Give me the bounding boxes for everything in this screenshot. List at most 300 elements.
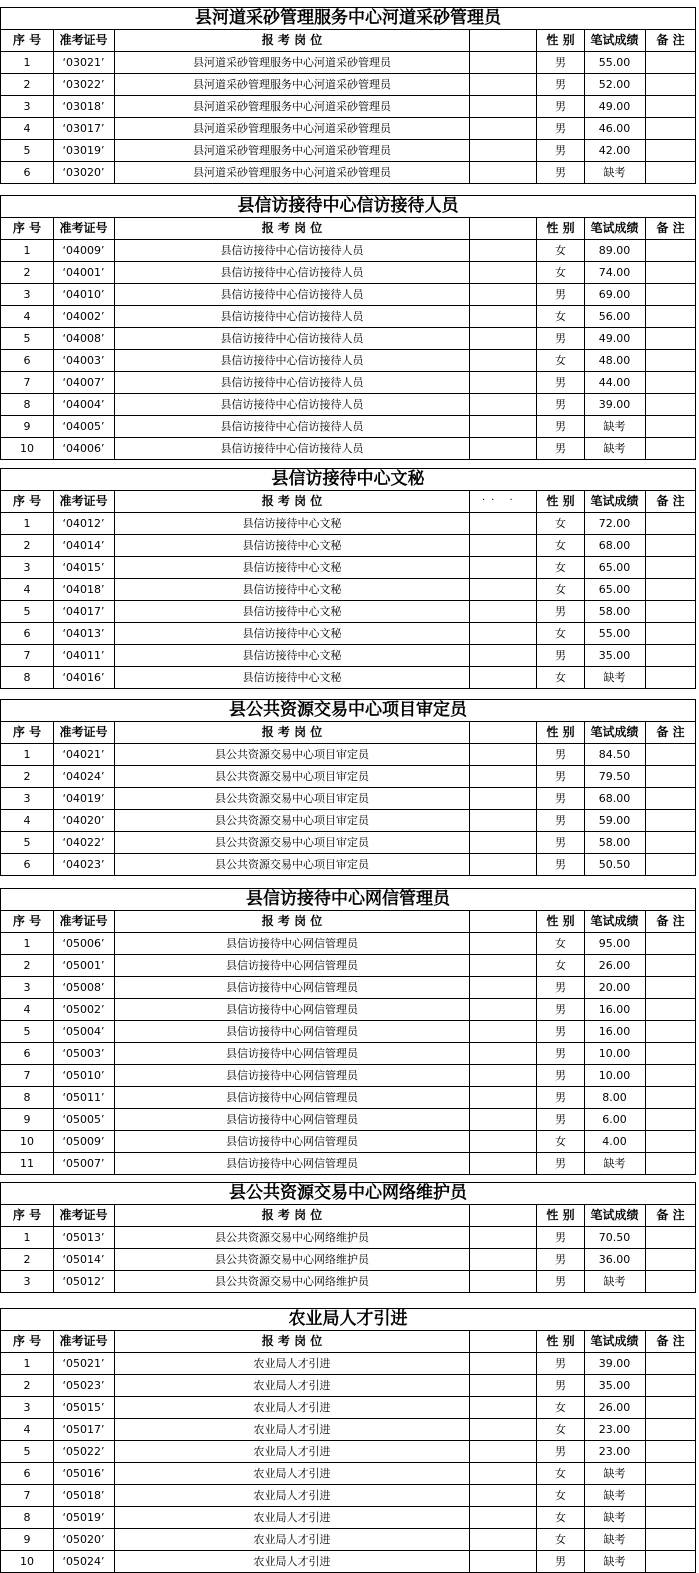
- cell-note: [646, 535, 696, 556]
- table-header-row: [0, 217, 696, 239]
- header-post: 报 考 岗 位: [115, 491, 470, 512]
- header-score: 笔试成绩: [584, 1205, 646, 1226]
- cell-score: 68.00: [584, 788, 646, 809]
- header-note: 备 注: [646, 218, 696, 239]
- cell-ticket: ‘05006’: [53, 933, 115, 954]
- cell-ticket: ‘05012’: [53, 1271, 115, 1292]
- cell-ticket: ‘04005’: [53, 416, 115, 437]
- cell-gender: 女: [536, 513, 585, 534]
- stray-dots: .. .: [482, 492, 519, 503]
- cell-seq: 1: [0, 240, 54, 261]
- cell-seq: 1: [0, 744, 54, 765]
- table-row: [0, 283, 696, 305]
- cell-post: 县河道采砂管理服务中心河道采砂管理员: [115, 162, 470, 183]
- cell-seq: 7: [0, 645, 54, 666]
- cell-seq: 2: [0, 955, 54, 976]
- cell-gender: 男: [536, 645, 585, 666]
- cell-gender: 男: [536, 74, 585, 95]
- table-row: [0, 1550, 696, 1573]
- cell-score: 35.00: [584, 645, 646, 666]
- table-row: [0, 644, 696, 666]
- cell-score: 58.00: [584, 601, 646, 622]
- cell-note: [646, 667, 696, 688]
- cell-ticket: ‘04004’: [53, 394, 115, 415]
- cell-score: 缺考: [584, 1485, 646, 1506]
- cell-note: [646, 438, 696, 459]
- cell-gender: 女: [536, 535, 585, 556]
- cell-gender: 男: [536, 52, 585, 73]
- table-row: [0, 327, 696, 349]
- table-row: [0, 831, 696, 853]
- cell-seq: 7: [0, 1065, 54, 1086]
- cell-note: [646, 262, 696, 283]
- cell-gender: 女: [536, 306, 585, 327]
- cell-post: 县公共资源交易中心项目审定员: [115, 810, 470, 831]
- section-title-text: 县信访接待中心文秘: [271, 469, 425, 489]
- cell-score: 16.00: [584, 999, 646, 1020]
- cell-score: 46.00: [584, 118, 646, 139]
- cell-seq: 5: [0, 601, 54, 622]
- cell-score: 58.00: [584, 832, 646, 853]
- cell-seq: 3: [0, 96, 54, 117]
- cell-seq: 3: [0, 1271, 54, 1292]
- cell-seq: 6: [0, 350, 54, 371]
- cell-ticket: ‘05019’: [53, 1507, 115, 1528]
- table-row: [0, 954, 696, 976]
- header-score: 笔试成绩: [584, 491, 646, 512]
- cell-post: 县信访接待中心信访接待人员: [115, 262, 470, 283]
- cell-post: 县信访接待中心网信管理员: [115, 933, 470, 954]
- cell-score: 55.00: [584, 52, 646, 73]
- table-row: [0, 161, 696, 184]
- section-title: [0, 888, 696, 910]
- cell-gender: 女: [536, 667, 585, 688]
- cell-gender: 男: [536, 438, 585, 459]
- cell-post: 农业局人才引进: [115, 1529, 470, 1550]
- cell-gender: 男: [536, 601, 585, 622]
- cell-post: 县信访接待中心信访接待人员: [115, 350, 470, 371]
- cell-post: 县信访接待中心网信管理员: [115, 1153, 470, 1174]
- cell-note: [646, 1065, 696, 1086]
- cell-seq: 3: [0, 977, 54, 998]
- cell-note: [646, 1353, 696, 1374]
- cell-post: 县信访接待中心网信管理员: [115, 977, 470, 998]
- section-4: [0, 699, 696, 876]
- cell-seq: 1: [0, 1353, 54, 1374]
- cell-post: 县信访接待中心文秘: [115, 645, 470, 666]
- cell-note: [646, 645, 696, 666]
- header-post: 报 考 岗 位: [115, 1331, 470, 1352]
- cell-ticket: ‘04017’: [53, 601, 115, 622]
- table-row: [0, 95, 696, 117]
- header-score: 笔试成绩: [584, 218, 646, 239]
- cell-seq: 3: [0, 788, 54, 809]
- cell-post: 县信访接待中心网信管理员: [115, 1021, 470, 1042]
- cell-score: 74.00: [584, 262, 646, 283]
- cell-ticket: ‘05013’: [53, 1227, 115, 1248]
- cell-post: 县信访接待中心信访接待人员: [115, 284, 470, 305]
- cell-gender: 男: [536, 1153, 585, 1174]
- cell-seq: 10: [0, 438, 54, 459]
- cell-score: 缺考: [584, 162, 646, 183]
- table-row: [0, 1462, 696, 1484]
- cell-post: 农业局人才引进: [115, 1463, 470, 1484]
- header-gender: 性 别: [536, 722, 585, 743]
- cell-post: 农业局人才引进: [115, 1419, 470, 1440]
- cell-gender: 女: [536, 579, 585, 600]
- cell-post: 县公共资源交易中心项目审定员: [115, 854, 470, 875]
- cell-note: [646, 372, 696, 393]
- cell-seq: 11: [0, 1153, 54, 1174]
- header-ticket: 准考证号: [53, 911, 115, 932]
- cell-gender: 女: [536, 1485, 585, 1506]
- cell-seq: 8: [0, 667, 54, 688]
- cell-post: 县信访接待中心文秘: [115, 667, 470, 688]
- cell-note: [646, 306, 696, 327]
- table-row: [0, 932, 696, 954]
- table-row: [0, 1020, 696, 1042]
- section-title: [0, 7, 696, 29]
- cell-post: 农业局人才引进: [115, 1485, 470, 1506]
- cell-score: 10.00: [584, 1065, 646, 1086]
- cell-ticket: ‘03018’: [53, 96, 115, 117]
- cell-gender: 男: [536, 810, 585, 831]
- cell-ticket: ‘05014’: [53, 1249, 115, 1270]
- cell-gender: 男: [536, 328, 585, 349]
- cell-seq: 4: [0, 999, 54, 1020]
- cell-score: 4.00: [584, 1131, 646, 1152]
- cell-post: 县河道采砂管理服务中心河道采砂管理员: [115, 74, 470, 95]
- cell-seq: 4: [0, 579, 54, 600]
- cell-post: 县信访接待中心信访接待人员: [115, 306, 470, 327]
- cell-score: 36.00: [584, 1249, 646, 1270]
- cell-note: [646, 1441, 696, 1462]
- cell-score: 缺考: [584, 667, 646, 688]
- table-row: [0, 1064, 696, 1086]
- section-title: [0, 1308, 696, 1330]
- table-row: [0, 556, 696, 578]
- header-gender: 性 别: [536, 30, 585, 51]
- cell-gender: 女: [536, 262, 585, 283]
- cell-note: [646, 52, 696, 73]
- cell-note: [646, 1021, 696, 1042]
- table-row: [0, 666, 696, 689]
- cell-note: [646, 1109, 696, 1130]
- cell-ticket: ‘05003’: [53, 1043, 115, 1064]
- table-row: [0, 1506, 696, 1528]
- cell-note: [646, 1397, 696, 1418]
- cell-post: 县信访接待中心网信管理员: [115, 1065, 470, 1086]
- cell-ticket: ‘03017’: [53, 118, 115, 139]
- cell-seq: 1: [0, 52, 54, 73]
- table-row: [0, 1108, 696, 1130]
- table-row: [0, 415, 696, 437]
- cell-ticket: ‘05008’: [53, 977, 115, 998]
- table-row: [0, 261, 696, 283]
- cell-seq: 6: [0, 854, 54, 875]
- table-header-row: [0, 29, 696, 51]
- cell-gender: 男: [536, 766, 585, 787]
- cell-gender: 女: [536, 350, 585, 371]
- header-seq: 序 号: [0, 1205, 54, 1226]
- cell-ticket: ‘04001’: [53, 262, 115, 283]
- cell-score: 55.00: [584, 623, 646, 644]
- cell-ticket: ‘05021’: [53, 1353, 115, 1374]
- cell-note: [646, 766, 696, 787]
- cell-seq: 5: [0, 832, 54, 853]
- cell-note: [646, 601, 696, 622]
- cell-note: [646, 350, 696, 371]
- cell-score: 23.00: [584, 1419, 646, 1440]
- section-title: [0, 468, 696, 490]
- cell-gender: 男: [536, 1227, 585, 1248]
- table-row: [0, 976, 696, 998]
- table-row: [0, 853, 696, 876]
- cell-note: [646, 1463, 696, 1484]
- cell-ticket: ‘05022’: [53, 1441, 115, 1462]
- header-ticket: 准考证号: [53, 30, 115, 51]
- cell-seq: 1: [0, 513, 54, 534]
- cell-seq: 6: [0, 162, 54, 183]
- header-score: 笔试成绩: [584, 30, 646, 51]
- cell-post: 县信访接待中心网信管理员: [115, 1087, 470, 1108]
- table-row: [0, 1440, 696, 1462]
- table-row: [0, 139, 696, 161]
- table-row: [0, 239, 696, 261]
- cell-seq: 2: [0, 1375, 54, 1396]
- cell-note: [646, 1375, 696, 1396]
- cell-score: 23.00: [584, 1441, 646, 1462]
- cell-post: 县信访接待中心文秘: [115, 557, 470, 578]
- cell-gender: 女: [536, 1397, 585, 1418]
- header-post: 报 考 岗 位: [115, 218, 470, 239]
- cell-seq: 3: [0, 284, 54, 305]
- cell-gender: 男: [536, 1271, 585, 1292]
- cell-score: 20.00: [584, 977, 646, 998]
- table-row: [0, 1248, 696, 1270]
- cell-note: [646, 416, 696, 437]
- cell-gender: 男: [536, 1375, 585, 1396]
- table-row: [0, 578, 696, 600]
- table-row: [0, 809, 696, 831]
- cell-note: [646, 1043, 696, 1064]
- cell-seq: 2: [0, 1249, 54, 1270]
- cell-note: [646, 744, 696, 765]
- header-post: 报 考 岗 位: [115, 1205, 470, 1226]
- cell-ticket: ‘04014’: [53, 535, 115, 556]
- cell-score: 缺考: [584, 438, 646, 459]
- table-row: [0, 371, 696, 393]
- cell-gender: 男: [536, 140, 585, 161]
- cell-seq: 5: [0, 1441, 54, 1462]
- header-gender: 性 别: [536, 491, 585, 512]
- cell-gender: 男: [536, 1353, 585, 1374]
- cell-post: 县公共资源交易中心网络维护员: [115, 1271, 470, 1292]
- cell-note: [646, 1551, 696, 1572]
- header-note: 备 注: [646, 1205, 696, 1226]
- table-row: [0, 1396, 696, 1418]
- header-gender: 性 别: [536, 911, 585, 932]
- cell-note: [646, 579, 696, 600]
- cell-seq: 2: [0, 535, 54, 556]
- cell-seq: 7: [0, 372, 54, 393]
- cell-gender: 女: [536, 1419, 585, 1440]
- cell-gender: 男: [536, 854, 585, 875]
- cell-score: 缺考: [584, 416, 646, 437]
- table-header-row: [0, 910, 696, 932]
- section-5: [0, 888, 696, 1175]
- cell-gender: 男: [536, 1441, 585, 1462]
- cell-post: 县公共资源交易中心网络维护员: [115, 1227, 470, 1248]
- cell-post: 县信访接待中心网信管理员: [115, 1131, 470, 1152]
- table-row: [0, 787, 696, 809]
- cell-score: 79.50: [584, 766, 646, 787]
- cell-score: 89.00: [584, 240, 646, 261]
- cell-seq: 3: [0, 1397, 54, 1418]
- cell-score: 50.50: [584, 854, 646, 875]
- section-6: [0, 1182, 696, 1293]
- header-gender: 性 别: [536, 218, 585, 239]
- header-gender: 性 别: [536, 1331, 585, 1352]
- table-row: [0, 437, 696, 460]
- cell-gender: 男: [536, 1551, 585, 1572]
- header-gender: 性 别: [536, 1205, 585, 1226]
- cell-ticket: ‘04023’: [53, 854, 115, 875]
- cell-ticket: ‘04019’: [53, 788, 115, 809]
- cell-seq: 4: [0, 1419, 54, 1440]
- cell-seq: 6: [0, 1043, 54, 1064]
- cell-gender: 女: [536, 955, 585, 976]
- table-row: [0, 1528, 696, 1550]
- cell-ticket: ‘05020’: [53, 1529, 115, 1550]
- cell-seq: 10: [0, 1131, 54, 1152]
- cell-ticket: ‘04007’: [53, 372, 115, 393]
- cell-note: [646, 977, 696, 998]
- cell-score: 缺考: [584, 1271, 646, 1292]
- cell-note: [646, 1507, 696, 1528]
- header-note: 备 注: [646, 722, 696, 743]
- cell-note: [646, 1131, 696, 1152]
- table-row: [0, 765, 696, 787]
- cell-gender: 女: [536, 557, 585, 578]
- section-title-text: 县公共资源交易中心项目审定员: [229, 700, 467, 720]
- cell-post: 县河道采砂管理服务中心河道采砂管理员: [115, 140, 470, 161]
- cell-seq: 4: [0, 118, 54, 139]
- header-score: 笔试成绩: [584, 911, 646, 932]
- cell-seq: 8: [0, 1087, 54, 1108]
- cell-ticket: ‘05015’: [53, 1397, 115, 1418]
- cell-gender: 女: [536, 240, 585, 261]
- cell-post: 农业局人才引进: [115, 1375, 470, 1396]
- section-7: [0, 1308, 696, 1573]
- cell-score: 49.00: [584, 96, 646, 117]
- section-title-text: 县信访接待中心网信管理员: [246, 889, 450, 909]
- table-row: [0, 534, 696, 556]
- cell-seq: 1: [0, 1227, 54, 1248]
- cell-score: 70.50: [584, 1227, 646, 1248]
- header-score: 笔试成绩: [584, 722, 646, 743]
- section-title-text: 县公共资源交易中心网络维护员: [229, 1183, 467, 1203]
- cell-post: 县信访接待中心文秘: [115, 513, 470, 534]
- cell-gender: 男: [536, 1065, 585, 1086]
- cell-note: [646, 832, 696, 853]
- cell-score: 48.00: [584, 350, 646, 371]
- cell-gender: 男: [536, 1043, 585, 1064]
- cell-ticket: ‘04013’: [53, 623, 115, 644]
- cell-gender: 男: [536, 1249, 585, 1270]
- cell-gender: 男: [536, 284, 585, 305]
- cell-score: 65.00: [584, 557, 646, 578]
- cell-ticket: ‘04002’: [53, 306, 115, 327]
- header-seq: 序 号: [0, 911, 54, 932]
- cell-post: 县信访接待中心文秘: [115, 579, 470, 600]
- cell-note: [646, 328, 696, 349]
- header-seq: 序 号: [0, 722, 54, 743]
- header-ticket: 准考证号: [53, 218, 115, 239]
- cell-seq: 8: [0, 394, 54, 415]
- cell-gender: 男: [536, 416, 585, 437]
- cell-ticket: ‘05001’: [53, 955, 115, 976]
- table-row: [0, 512, 696, 534]
- cell-ticket: ‘04010’: [53, 284, 115, 305]
- cell-post: 县河道采砂管理服务中心河道采砂管理员: [115, 118, 470, 139]
- table-row: [0, 1270, 696, 1293]
- cell-score: 65.00: [584, 579, 646, 600]
- cell-post: 县信访接待中心信访接待人员: [115, 328, 470, 349]
- cell-seq: 2: [0, 262, 54, 283]
- table-header-row: [0, 1204, 696, 1226]
- cell-post: 农业局人才引进: [115, 1507, 470, 1528]
- section-2: [0, 195, 696, 460]
- cell-note: [646, 955, 696, 976]
- header-seq: 序 号: [0, 491, 54, 512]
- cell-seq: 9: [0, 1109, 54, 1130]
- cell-ticket: ‘04021’: [53, 744, 115, 765]
- cell-seq: 9: [0, 416, 54, 437]
- cell-ticket: ‘04006’: [53, 438, 115, 459]
- cell-note: [646, 999, 696, 1020]
- cell-gender: 女: [536, 933, 585, 954]
- table-row: [0, 1130, 696, 1152]
- cell-score: 8.00: [584, 1087, 646, 1108]
- cell-seq: 4: [0, 306, 54, 327]
- cell-ticket: ‘04022’: [53, 832, 115, 853]
- cell-note: [646, 1485, 696, 1506]
- cell-note: [646, 1419, 696, 1440]
- cell-seq: 3: [0, 557, 54, 578]
- cell-seq: 6: [0, 1463, 54, 1484]
- cell-note: [646, 854, 696, 875]
- table-header-row: [0, 1330, 696, 1352]
- table-row: [0, 393, 696, 415]
- table-row: [0, 349, 696, 371]
- table-row: [0, 1484, 696, 1506]
- cell-seq: 2: [0, 766, 54, 787]
- cell-post: 县信访接待中心信访接待人员: [115, 416, 470, 437]
- cell-score: 缺考: [584, 1529, 646, 1550]
- cell-score: 35.00: [584, 1375, 646, 1396]
- cell-gender: 男: [536, 1021, 585, 1042]
- cell-score: 缺考: [584, 1507, 646, 1528]
- table-header-row: [0, 721, 696, 743]
- cell-post: 县信访接待中心网信管理员: [115, 1043, 470, 1064]
- cell-seq: 8: [0, 1507, 54, 1528]
- cell-note: [646, 1087, 696, 1108]
- cell-note: [646, 74, 696, 95]
- cell-score: 56.00: [584, 306, 646, 327]
- cell-ticket: ‘04011’: [53, 645, 115, 666]
- table-row: [0, 1042, 696, 1064]
